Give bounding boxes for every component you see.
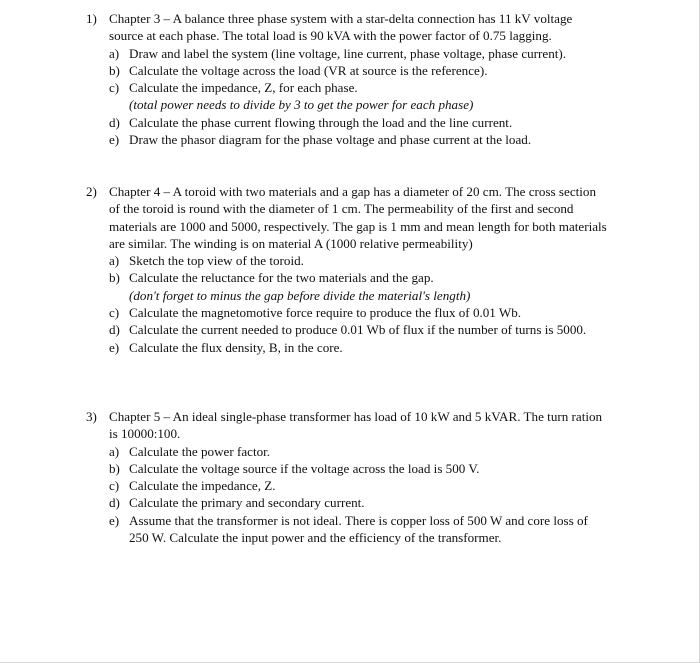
sub-question-label: e)	[109, 132, 120, 148]
question-3	[0, 408, 700, 546]
sub-question-list	[0, 443, 700, 547]
sub-question	[0, 131, 607, 148]
sub-question	[0, 304, 607, 321]
sub-question-text: Calculate the primary and secondary current.	[129, 495, 365, 511]
sub-question-label: d)	[109, 495, 120, 511]
sub-question-label: b)	[109, 460, 120, 476]
sub-question-text: Calculate the voltage across the load (VR at source is the reference).	[129, 62, 488, 78]
sub-question-label: e)	[109, 512, 120, 528]
sub-question	[0, 252, 607, 269]
question-text: Chapter 3 – A balance three phase system with a star-delta connection has 11 kV voltage source at each phase. The total load is 90 kVA with the power factor of 0.75 lagging.	[109, 11, 573, 44]
question-number: 1)	[86, 11, 97, 26]
sub-question	[0, 45, 607, 62]
question-stem	[0, 10, 609, 45]
sub-question	[0, 62, 607, 79]
sub-question-text: Calculate the reluctance for the two materials and the gap.	[129, 270, 434, 286]
sub-question	[0, 494, 607, 511]
sub-question-label: a)	[109, 45, 120, 61]
sub-question-label: b)	[109, 270, 120, 286]
sub-question-text: Assume that the transformer is not ideal. There is copper loss of 500 W and core loss of 250 W. Calculate the input power and the efficiency of the transformer.	[129, 512, 588, 546]
sub-question-list	[0, 45, 700, 149]
sub-question	[0, 79, 607, 96]
sub-question-label: c)	[109, 305, 120, 321]
sub-question-note: (total power needs to divide by 3 to get the power for each phase)	[129, 97, 474, 113]
sub-question-label: d)	[109, 322, 120, 338]
sub-question	[0, 443, 607, 460]
sub-question-text: Sketch the top view of the toroid.	[129, 253, 304, 269]
sub-question-text: Calculate the phase current flowing through the load and the line current.	[129, 114, 513, 130]
question-number: 2)	[86, 184, 97, 199]
sub-question-label: d)	[109, 114, 120, 130]
question-stem	[0, 408, 609, 443]
sub-question-text: Calculate the impedance, Z.	[129, 478, 276, 494]
sub-question-label: e)	[109, 339, 120, 355]
sub-question	[0, 339, 607, 356]
question-stem	[0, 183, 609, 252]
sub-question-label: c)	[109, 478, 120, 494]
sub-question-text: Calculate the current needed to produce 0.01 Wb of flux if the number of turns is 5000.	[129, 322, 587, 338]
question-number: 3)	[86, 409, 97, 424]
sub-question-label: c)	[109, 80, 120, 96]
sub-question-text: Calculate the impedance, Z, for each phase.	[129, 80, 358, 96]
question-2	[0, 183, 700, 356]
sub-question-list	[0, 252, 700, 356]
sub-question-text: Calculate the magnetomotive force require to produce the flux of 0.01 Wb.	[129, 305, 522, 321]
sub-question-label: a)	[109, 253, 120, 269]
sub-question	[0, 477, 607, 494]
sub-question	[0, 269, 607, 286]
sub-question	[0, 460, 607, 477]
sub-question	[0, 114, 607, 131]
sub-question	[0, 321, 607, 338]
sub-question	[0, 512, 607, 547]
question-1	[0, 10, 700, 148]
sub-question-text: Calculate the power factor.	[129, 443, 271, 459]
sub-question-text: Draw the phasor diagram for the phase voltage and phase current at the load.	[129, 132, 532, 148]
sub-question-text: Calculate the voltage source if the voltage across the load is 500 V.	[129, 460, 480, 476]
sub-question-label: a)	[109, 443, 120, 459]
sub-question-note: (don't forget to minus the gap before divide the material's length)	[129, 287, 471, 303]
sub-question-label: b)	[109, 62, 120, 78]
question-text: Chapter 4 – A toroid with two materials and a gap has a diameter of 20 cm. The cross section of the toroid is round with the diameter of 1 cm. The permeability of the first and second materials are 1000 and 5000, respectively. The gap is 1 mm and mean length for both materials are similar. The winding is on material A (1000 relative permeability)	[109, 184, 607, 251]
sub-question-text: Draw and label the system (line voltage, line current, phase voltage, phase current).	[129, 45, 567, 61]
sub-question-text: Calculate the flux density, B, in the core.	[129, 339, 343, 355]
question-text: Chapter 5 – An ideal single-phase transformer has load of 10 kW and 5 kVAR. The turn ration is 10000:100.	[109, 409, 603, 442]
